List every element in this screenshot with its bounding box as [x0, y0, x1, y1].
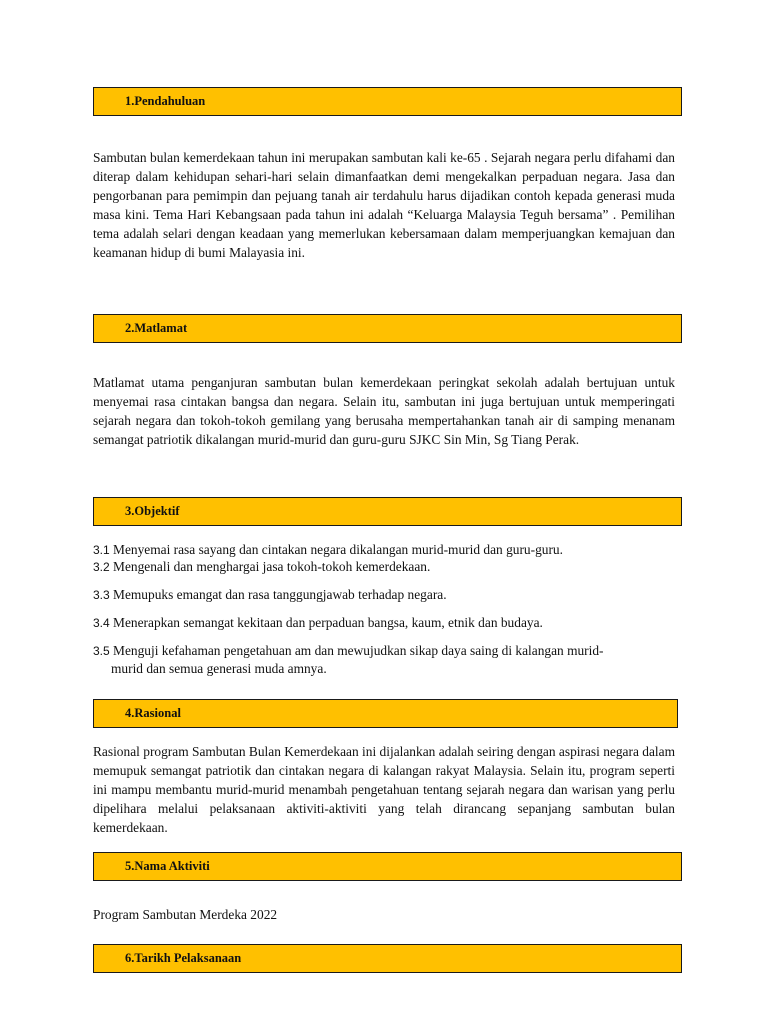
section-title: 1.Pendahuluan: [125, 94, 206, 108]
objective-text: Menyemai rasa sayang dan cintakan negara dikalangan murid-murid dan guru-guru.: [113, 542, 563, 557]
objective-number: 3.2: [93, 560, 110, 574]
objective-text: Menguji kefahaman pengetahuan am dan mewujudkan sikap daya saing di kalangan murid-: [113, 643, 604, 658]
section-title: 3.Objektif: [125, 504, 180, 518]
objective-text: Memupuks emangat dan rasa tanggungjawab terhadap negara.: [113, 587, 447, 602]
objective-item: [93, 558, 681, 576]
objective-text: Menerapkan semangat kekitaan dan perpaduan bangsa, kaum, etnik dan budaya.: [113, 615, 543, 630]
objective-number: 3.4: [93, 616, 110, 630]
objective-item: [93, 614, 681, 632]
section-header-pendahuluan: [93, 87, 682, 116]
objective-number: 3.3: [93, 588, 110, 602]
section-title: 6.Tarikh Pelaksanaan: [125, 951, 242, 965]
section-title: 2.Matlamat: [125, 321, 188, 335]
section-header-tarikh-pelaksanaan: [93, 944, 682, 973]
objective-number: 3.1: [93, 543, 110, 557]
paragraph-nama-aktiviti: Program Sambutan Merdeka 2022: [93, 907, 278, 922]
section-header-objektif: [93, 497, 682, 526]
objective-text: Mengenali dan menghargai jasa tokoh-tokoh kemerdekaan.: [113, 559, 431, 574]
section-title: 4.Rasional: [125, 706, 181, 720]
objective-text-continued: murid dan semua generasi muda amnya.: [111, 661, 327, 676]
paragraph-matlamat: Matlamat utama penganjuran sambutan bulan kemerdekaan peringkat sekolah adalah bertujuan untuk menyemai rasa cintakan bangsa dan negara. Selain itu, sambutan ini juga bertujuan untuk memperingati sejarah negara dan tokoh-tokoh gemilang yang berusaha mempertahankan tanah air di samping menanam semangat patriotik dikalangan murid-murid dan guru-guru SJKC Sin Min, Sg Tiang Perak.: [93, 375, 675, 447]
section-header-rasional: [93, 699, 678, 728]
objective-item: [93, 541, 681, 559]
section-title: 5.Nama Aktiviti: [125, 859, 210, 873]
objective-number: 3.5: [93, 644, 110, 658]
paragraph-rasional: Rasional program Sambutan Bulan Kemerdekaan ini dijalankan adalah seiring dengan aspirasi negara dalam memupuk semangat patriotik dan cintakan negara di kalangan rakyat Malaysia. Selain itu, program seperti ini mampu membantu murid-murid menambah pengetahuan tentang sejarah negara dan warisan yang perlu dipelihara melalui pelaksanaan aktiviti-aktiviti yang telah dirancang sepanjang sambutan bulan kemerdekaan.: [93, 744, 675, 835]
section-header-nama-aktiviti: [93, 852, 682, 881]
paragraph-pendahuluan: Sambutan bulan kemerdekaan tahun ini merupakan sambutan kali ke-65 . Sejarah negara perlu difahami dan diterap dalam kehidupan sehari-hari selain dimanfaatkan demi mengekalkan perpaduan negara. Jasa dan pengorbanan para pemimpin dan pejuang tanah air terdahulu harus dijadikan contoh kepada generasi muda masa kini. Tema Hari Kebangsaan pada tahun ini adalah “Keluarga Malaysia Teguh bersama” . Pemilihan tema adalah selari dengan keadaan yang memerlukan kebersamaan dalam memperjuangkan kemajuan dan keamanan hidup di bumi Malayasia ini.: [93, 150, 675, 260]
objective-item: [93, 642, 681, 678]
objective-item: [93, 586, 681, 604]
section-header-matlamat: [93, 314, 682, 343]
